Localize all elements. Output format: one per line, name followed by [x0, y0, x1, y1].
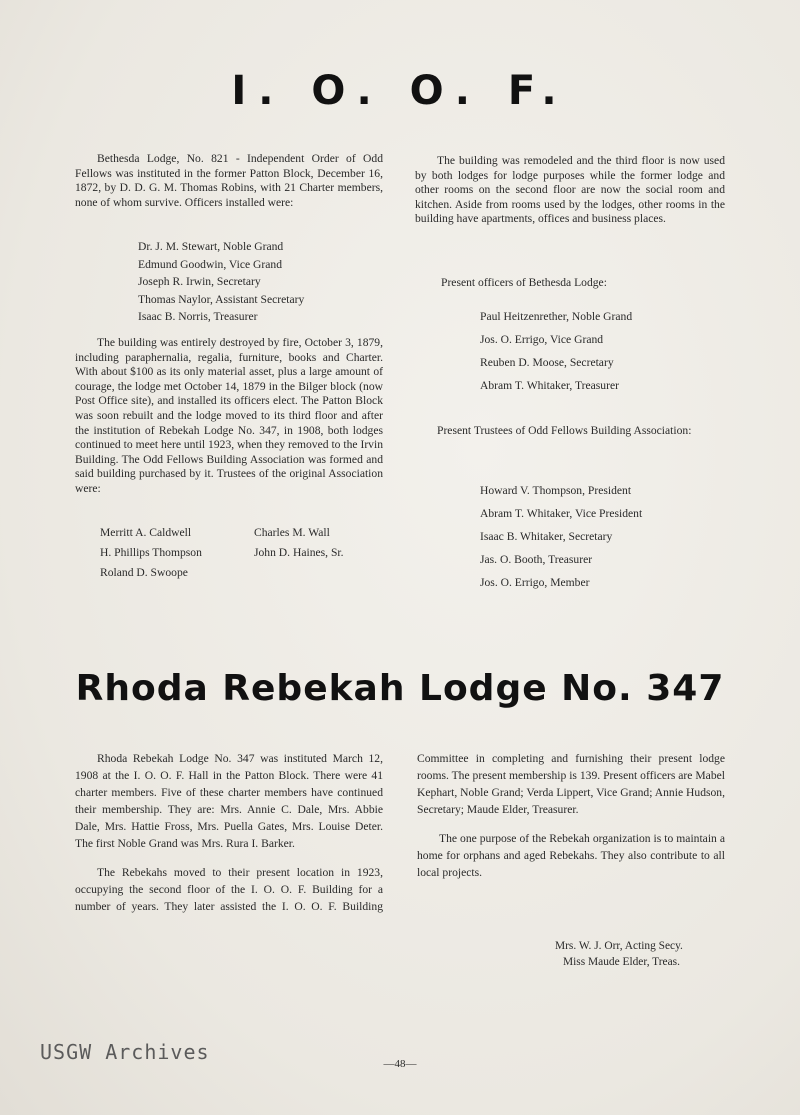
- rebekah-paragraph-2: The Rebekahs moved to their present location in 1923, occupying the second floor of the I. O. O. F. Building for a number of years. They later assisted the I. O. O. F. Building Committee in completing and furnishing their present lodge rooms. The present membership is 139. Present officers are Mabel Kephart, Noble Grand; Verda Lippert, Vice Grand; Annie Hudson, Secretary; Maude Elder, Treasurer.: [75, 752, 725, 913]
- list-item: Howard V. Thompson, President: [480, 484, 632, 497]
- remodel-section: [415, 154, 725, 227]
- history-paragraph: The building was entirely destroyed by fire, October 3, 1879, including paraphernalia, regalia, furniture, books and Charter. With about $100 as its only material asset, plus a large amount of courage, the lodge met October 14, 1879 in the Bilger block (now Post Office site), and installed its officers elect. The Patton Block was soon rebuilt and the lodge moved to its third floor and after the institution of Rebekah Lodge No. 347, in 1908, both lodges continued to meet here until 1923, when they removed to the Irvin Building. The Odd Fellows Building Association was formed and said building purchased by it. Trustees of the original Association were:: [75, 336, 383, 495]
- bethesda-intro: [75, 152, 383, 210]
- present-trustees-list: [480, 479, 720, 594]
- list-item: Paul Heitzenrether, Noble Grand: [480, 310, 633, 323]
- list-item: Jos. O. Errigo, Vice Grand: [480, 333, 604, 346]
- list-item: H. Phillips Thompson: [100, 546, 202, 559]
- list-item: Isaac B. Norris, Treasurer: [138, 310, 258, 323]
- list-item: Abram T. Whitaker, Vice President: [480, 507, 643, 520]
- bethesda-history: [75, 336, 383, 497]
- page-title: I. O. O. F.: [231, 68, 569, 114]
- list-item: Jas. O. Booth, Treasurer: [480, 553, 593, 566]
- intro-paragraph: Bethesda Lodge, No. 821 - Independent Order of Odd Fellows was instituted in the former Patton Block, December 16, 1872, by D. D. G. M. Thomas Robins, with 21 Charter members, none of whom survive. Officers installed were:: [75, 152, 383, 209]
- list-item: Abram T. Whitaker, Treasurer: [480, 379, 619, 392]
- page-number: —48—: [383, 1058, 417, 1070]
- remodel-paragraph: The building was remodeled and the third floor is now used by both lodges for lodge purposes while the former lodge and other rooms on the second floor are now the social room and kitchen. Aside from rooms used by the lodges, other rooms in the building have apartments, offices and business places.: [415, 154, 725, 226]
- list-item: Charles M. Wall: [254, 526, 330, 539]
- list-item: Isaac B. Whitaker, Secretary: [480, 530, 613, 543]
- officers-heading: Present officers of Bethesda Lodge:: [441, 276, 607, 289]
- rebekah-paragraph-1: Rhoda Rebekah Lodge No. 347 was instituted March 12, 1908 at the I. O. O. F. Hall in the Patton Block. There were 41 charter members. Five of these charter members have continued their membership. They are: Mrs. Annie C. Dale, Mrs. Abbie Dale, Mrs. Hattie Fross, Mrs. Puella Gates, Mrs. Louise Deter. The first Noble Grand was Mrs. Rura I. Barker.: [75, 752, 383, 850]
- signature-line-2: Miss Maude Elder, Treas.: [563, 956, 680, 968]
- section-title: Rhoda Rebekah Lodge No. 347: [75, 668, 725, 709]
- list-item: Thomas Naylor, Assistant Secretary: [138, 292, 305, 306]
- rebekah-paragraph-3: The one purpose of the Rebekah organization is to maintain a home for orphans and aged Rebekahs. They also contribute to all local projects.: [417, 832, 725, 879]
- rebekah-text: [75, 750, 725, 920]
- present-officers-list: [480, 305, 720, 397]
- list-item: Roland D. Swoope: [100, 566, 188, 579]
- signature-line-1: Mrs. W. J. Orr, Acting Secy.: [555, 940, 683, 952]
- list-item: Edmund Goodwin, Vice Grand: [138, 257, 282, 271]
- trustees-heading: Present Trustees of Odd Fellows Building Association:: [437, 424, 692, 437]
- list-item: Reuben D. Moose, Secretary: [480, 356, 614, 369]
- list-item: Merritt A. Caldwell: [100, 526, 192, 539]
- list-item: John D. Haines, Sr.: [254, 546, 344, 559]
- list-item: Dr. J. M. Stewart, Noble Grand: [138, 240, 284, 253]
- trustees-heading-block: [415, 424, 725, 439]
- watermark: USGW Archives: [40, 1040, 210, 1064]
- original-officers-list: [138, 238, 388, 326]
- list-item: Jos. O. Errigo, Member: [480, 576, 590, 589]
- list-item: Joseph R. Irwin, Secretary: [138, 275, 261, 288]
